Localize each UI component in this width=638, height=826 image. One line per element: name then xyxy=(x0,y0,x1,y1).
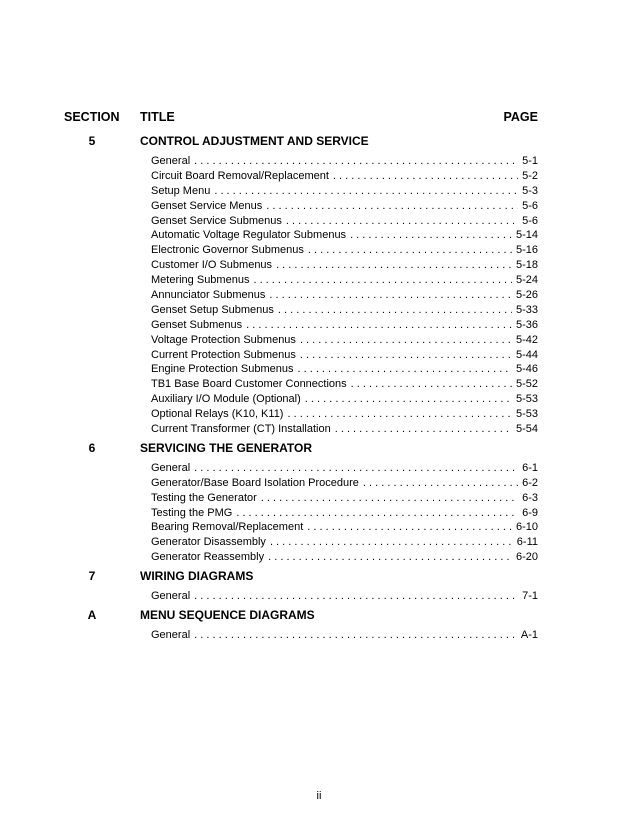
entry-page-number: 5-44 xyxy=(515,348,538,361)
section-number: A xyxy=(87,608,97,623)
entry-title: Genset Service Menus xyxy=(151,199,263,212)
entry-title: Genset Service Submenus xyxy=(151,214,282,227)
section-title: CONTROL ADJUSTMENT AND SERVICE xyxy=(140,134,369,148)
toc-entry xyxy=(151,288,538,303)
section-title: MENU SEQUENCE DIAGRAMS xyxy=(140,608,315,623)
toc-entry xyxy=(151,535,538,550)
dot-leader xyxy=(194,154,518,169)
dot-leader xyxy=(297,362,511,377)
entry-title: Auxiliary I/O Module (Optional) xyxy=(151,393,301,406)
toc-entry xyxy=(151,318,538,333)
entry-title: Genset Setup Submenus xyxy=(151,303,274,316)
toc-entry xyxy=(151,506,538,521)
entry-page-number: 5-6 xyxy=(522,199,538,212)
entry-page-number: 5-18 xyxy=(515,259,538,272)
column-header-section: SECTION xyxy=(64,110,120,124)
toc-entry xyxy=(151,589,538,604)
dot-leader xyxy=(194,628,517,643)
entry-title: Voltage Protection Submenus xyxy=(151,333,296,346)
dot-leader xyxy=(278,303,512,318)
entry-list xyxy=(0,154,638,437)
entry-title: Generator Reassembly xyxy=(151,551,265,564)
entry-title: Bearing Removal/Replacement xyxy=(151,521,304,534)
entry-page-number: 5-53 xyxy=(515,393,538,406)
entry-page-number: 5-2 xyxy=(522,169,538,182)
entry-title: Generator Disassembly xyxy=(151,536,266,549)
toc-entry xyxy=(151,628,538,643)
entry-page-number: 5-16 xyxy=(515,244,538,257)
entry-title: Setup Menu xyxy=(151,184,211,197)
toc-entry xyxy=(151,154,538,169)
entry-page-number: 6-10 xyxy=(515,521,538,534)
entry-title: Metering Submenus xyxy=(151,274,250,287)
toc-entry xyxy=(151,461,538,476)
entry-title: Current Protection Submenus xyxy=(151,348,296,361)
column-header-title: TITLE xyxy=(140,110,175,124)
toc-entry xyxy=(151,303,538,318)
dot-leader xyxy=(305,392,512,407)
dot-leader xyxy=(194,589,518,604)
section-heading xyxy=(0,569,638,586)
dot-leader xyxy=(269,288,512,303)
entry-title: Automatic Voltage Regulator Submenus xyxy=(151,229,347,242)
dot-leader xyxy=(286,214,518,229)
dot-leader xyxy=(270,535,513,550)
section-number: 7 xyxy=(88,569,96,584)
dot-leader xyxy=(300,333,512,348)
entry-title: Current Transformer (CT) Installation xyxy=(151,423,331,436)
dot-leader xyxy=(194,461,518,476)
toc-entry xyxy=(151,228,538,243)
entry-title: General xyxy=(151,155,191,167)
entry-page-number: 6-20 xyxy=(515,551,538,564)
toc-entry xyxy=(151,550,538,565)
entry-title: General xyxy=(151,461,191,474)
entry-page-number: 5-14 xyxy=(515,229,538,242)
section-heading xyxy=(0,608,638,625)
toc-entry xyxy=(151,184,538,199)
entry-page-number: 5-24 xyxy=(515,274,538,287)
section-title: SERVICING THE GENERATOR xyxy=(140,440,313,455)
toc-entry xyxy=(151,407,538,422)
dot-leader xyxy=(276,258,512,273)
toc-entry xyxy=(151,169,538,184)
entry-title: Annunciator Submenus xyxy=(151,289,266,302)
dot-leader xyxy=(253,273,512,288)
toc-entry xyxy=(151,476,538,491)
entry-page-number: 5-1 xyxy=(522,155,538,167)
footer-page-number: ii xyxy=(316,790,322,802)
entry-list xyxy=(0,461,638,565)
entry-title: Genset Submenus xyxy=(151,318,243,331)
entry-list xyxy=(0,628,638,643)
section-heading xyxy=(0,441,638,458)
toc-entry xyxy=(151,422,538,437)
entry-page-number: 6-9 xyxy=(522,506,538,519)
entry-page-number: 5-54 xyxy=(515,423,538,436)
toc-entry xyxy=(151,333,538,348)
dot-leader xyxy=(350,228,512,243)
dot-leader xyxy=(261,491,518,506)
entry-title: Testing the PMG xyxy=(151,506,233,519)
entry-page-number: A-1 xyxy=(520,629,538,642)
entry-title: Electronic Governor Submenus xyxy=(151,244,304,257)
entry-page-number: 7-1 xyxy=(522,590,538,603)
entry-title: Generator/Base Board Isolation Procedure xyxy=(151,476,359,489)
dot-leader xyxy=(307,520,512,535)
toc-entry xyxy=(151,362,538,377)
entry-title: Engine Protection Submenus xyxy=(151,363,294,376)
dot-leader xyxy=(246,318,512,333)
entry-page-number: 6-11 xyxy=(516,536,538,549)
toc-entry xyxy=(151,348,538,363)
section-number: 5 xyxy=(88,134,96,148)
toc-entry xyxy=(151,392,538,407)
entry-page-number: 5-36 xyxy=(515,318,538,331)
entry-page-number: 5-33 xyxy=(515,303,538,316)
entry-page-number: 5-6 xyxy=(522,214,538,227)
dot-leader xyxy=(268,550,512,565)
dot-leader xyxy=(287,407,511,422)
entry-page-number: 5-53 xyxy=(515,408,538,421)
table-of-contents xyxy=(0,134,638,647)
entry-page-number: 5-52 xyxy=(515,378,538,391)
toc-entry xyxy=(151,243,538,258)
dot-leader xyxy=(363,476,518,491)
dot-leader xyxy=(236,506,518,521)
toc-entry xyxy=(151,491,538,506)
entry-title: General xyxy=(151,629,191,642)
entry-page-number: 5-26 xyxy=(515,289,538,302)
entry-page-number: 5-46 xyxy=(515,363,538,376)
entry-page-number: 6-1 xyxy=(522,461,538,474)
section-number: 6 xyxy=(88,440,96,455)
dot-leader xyxy=(214,184,518,199)
toc-entry xyxy=(151,377,538,392)
entry-title: General xyxy=(151,590,191,603)
entry-page-number: 5-42 xyxy=(515,333,538,346)
entry-title: Testing the Generator xyxy=(151,491,257,504)
dot-leader xyxy=(308,243,512,258)
column-header-page: PAGE xyxy=(503,110,538,124)
toc-entry xyxy=(151,520,538,535)
section-heading xyxy=(0,134,638,151)
dot-leader xyxy=(300,348,512,363)
dot-leader xyxy=(266,199,518,214)
entry-list xyxy=(0,589,638,604)
dot-leader xyxy=(333,169,518,184)
toc-entry xyxy=(151,273,538,288)
entry-title: TB1 Base Board Customer Connections xyxy=(151,378,347,391)
entry-page-number: 5-3 xyxy=(522,184,538,197)
toc-entry xyxy=(151,258,538,273)
dot-leader xyxy=(351,377,512,392)
dot-leader xyxy=(335,422,512,437)
section-title: WIRING DIAGRAMS xyxy=(140,569,254,584)
entry-title: Customer I/O Submenus xyxy=(151,259,273,272)
toc-entry xyxy=(151,199,538,214)
entry-page-number: 6-2 xyxy=(522,476,538,489)
entry-title: Circuit Board Removal/Replacement xyxy=(151,169,329,182)
entry-title: Optional Relays (K10, K11) xyxy=(151,408,284,421)
entry-page-number: 6-3 xyxy=(522,491,538,504)
toc-entry xyxy=(151,214,538,229)
